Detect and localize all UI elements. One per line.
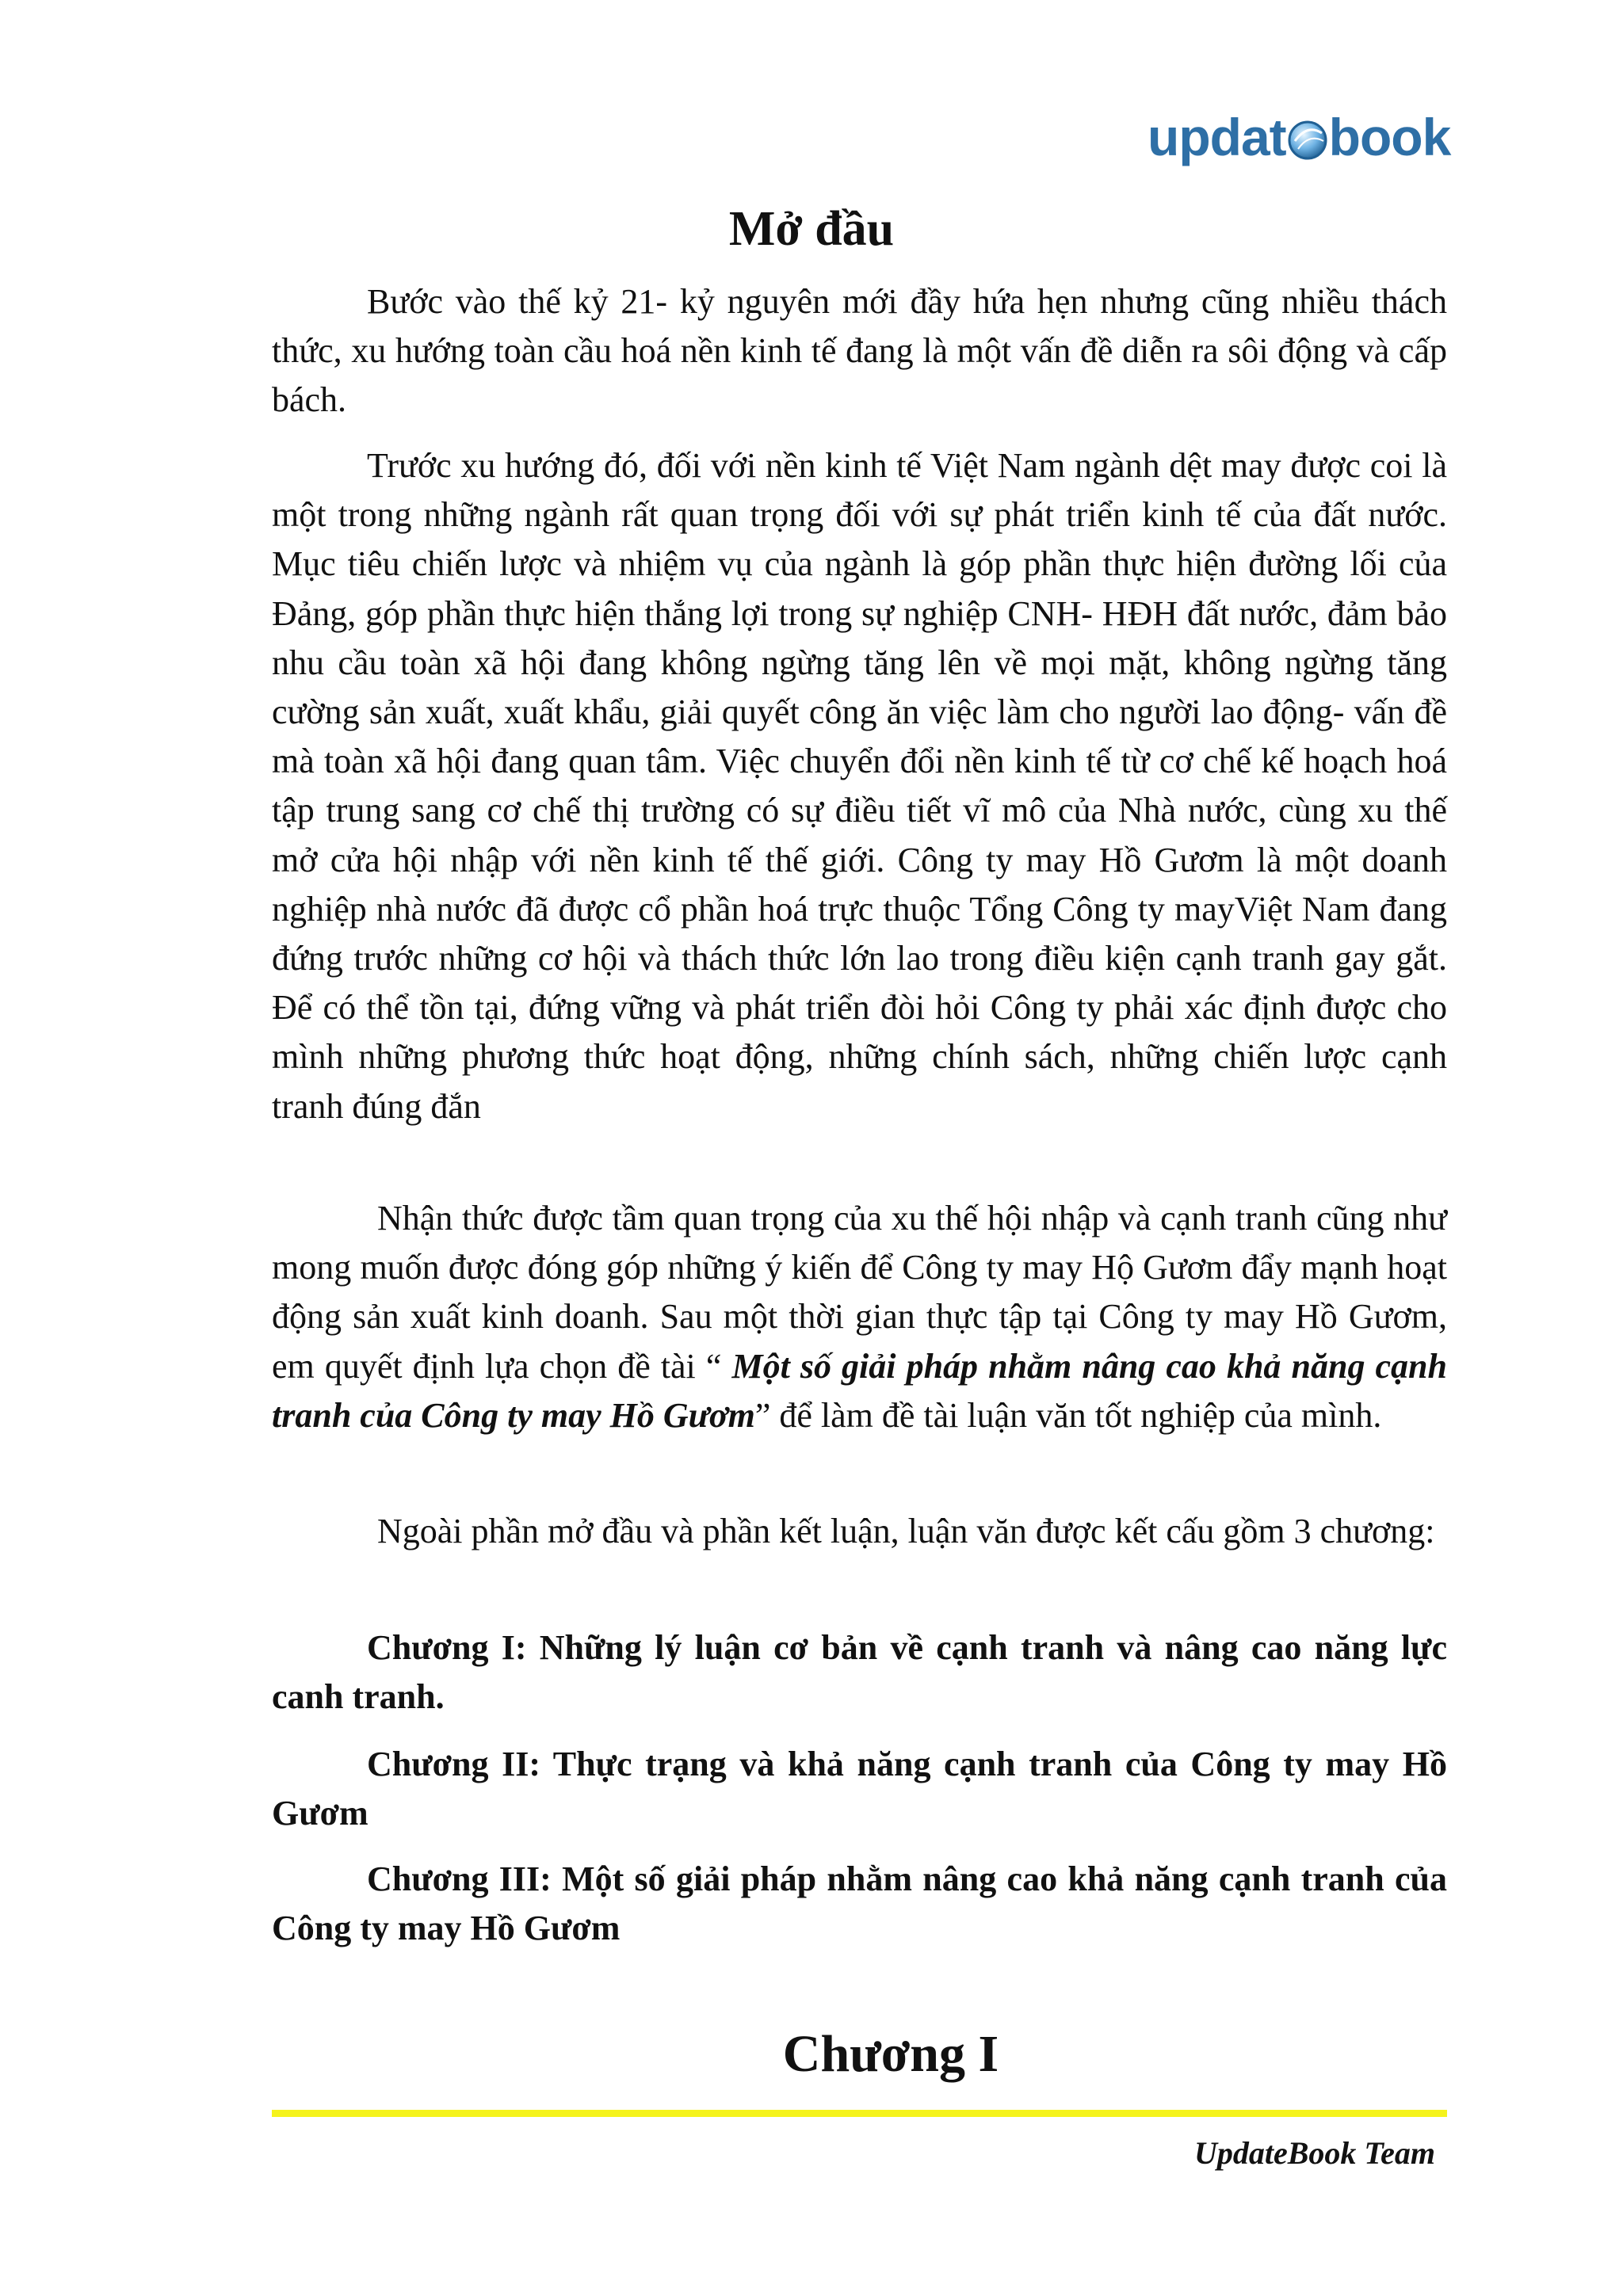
thesis-topic: Một số giải pháp nhằm nâng cao khả năng cạnh tranh của Công ty may Hồ Gươm bbox=[272, 1346, 1447, 1435]
footer-rule bbox=[272, 2110, 1447, 2117]
topic-closing-text: ” để làm đề tài luận văn tốt nghiệp của mình. bbox=[754, 1395, 1382, 1435]
chapter-item-2: Chương II: Thực trạng và khả năng cạnh tranh của Công ty may Hồ Gươm bbox=[272, 1745, 1447, 1833]
chapter-heading: Chương I bbox=[782, 2025, 999, 2083]
logo-text-part2: book bbox=[1328, 108, 1451, 166]
chapter-item-3: Chương III: Một số giải pháp nhằm nâng cao khả năng cạnh tranh của Công ty may Hồ Gươm bbox=[272, 1859, 1447, 1948]
topic-intro-text: Nhận thức được tầm quan trọng của xu thế hội nhập và cạnh tranh cũng như mong muốn được đóng góp những ý kiến để Công ty may Hộ Gươm đẩy mạnh hoạt động sản xuất kinh doanh. Sau một thời gian thực tập tại Công ty may Hồ Gươm, em quyết định lựa chọn đề tài “ bbox=[272, 1199, 1447, 1386]
globe-icon bbox=[1287, 117, 1328, 160]
logo-text-part1: updat bbox=[1148, 108, 1286, 166]
paragraph-topic bbox=[272, 1194, 1447, 1440]
paragraph-intro: Bước vào thế kỷ 21- kỷ nguyên mới đầy hứa hẹn nhưng cũng nhiều thách thức, xu hướng toàn cầu hoá nền kinh tế đang là một vấn đề diễn ra sôi động và cấp bách. bbox=[272, 282, 1447, 420]
chapter-item-1: Chương I: Những lý luận cơ bản về cạnh tranh và nâng cao năng lực canh tranh. bbox=[272, 1628, 1447, 1717]
paragraph-structure: Ngoài phần mở đầu và phần kết luận, luận văn được kết cấu gồm 3 chương: bbox=[377, 1512, 1435, 1550]
paragraph-context: Trước xu hướng đó, đối với nền kinh tế Việt Nam ngành dệt may được coi là một trong những ngành rất quan trọng đối với sự phát triển kinh tế của đất nước. Mục tiêu chiến lược và nhiệm vụ của ngành là góp phần thực hiện đường lối của Đảng, góp phần thực hiện thắng lợi trong sự nghiệp CNH- HĐH đất nước, đảm bảo nhu cầu toàn xã hội đang không ngừng tăng lên về mọi mặt, không ngừng tăng cường sản xuất, xuất khẩu, giải quyết công ăn việc làm cho người lao động- vấn đề mà toàn xã hội đang quan tâm. Việc chuyển đổi nền kinh tế từ cơ chế kế hoạch hoá tập trung sang cơ chế thị trường có sự điều tiết vĩ mô của Nhà nước, cùng xu thế mở cửa hội nhập với nền kinh tế thế giới. Công ty may Hồ Gươm là một doanh nghiệp nhà nước đã được cổ phần hoá trực thuộc Tổng Công ty mayViệt Nam đang đứng trước những cơ hội và thách thức lớn lao trong điều kiện cạnh tranh gay gắt. Để có thể tồn tại, đứng vững và phát triển đòi hỏi Công ty phải xác định được cho mình những phương thức hoạt động, những chính sách, những chiến lược cạnh tranh đúng đắn bbox=[272, 446, 1447, 1126]
footer-credit: UpdateBook Team bbox=[1193, 2135, 1435, 2171]
updatebook-logo bbox=[1148, 103, 1451, 171]
page-title: Mở đầu bbox=[728, 202, 895, 256]
